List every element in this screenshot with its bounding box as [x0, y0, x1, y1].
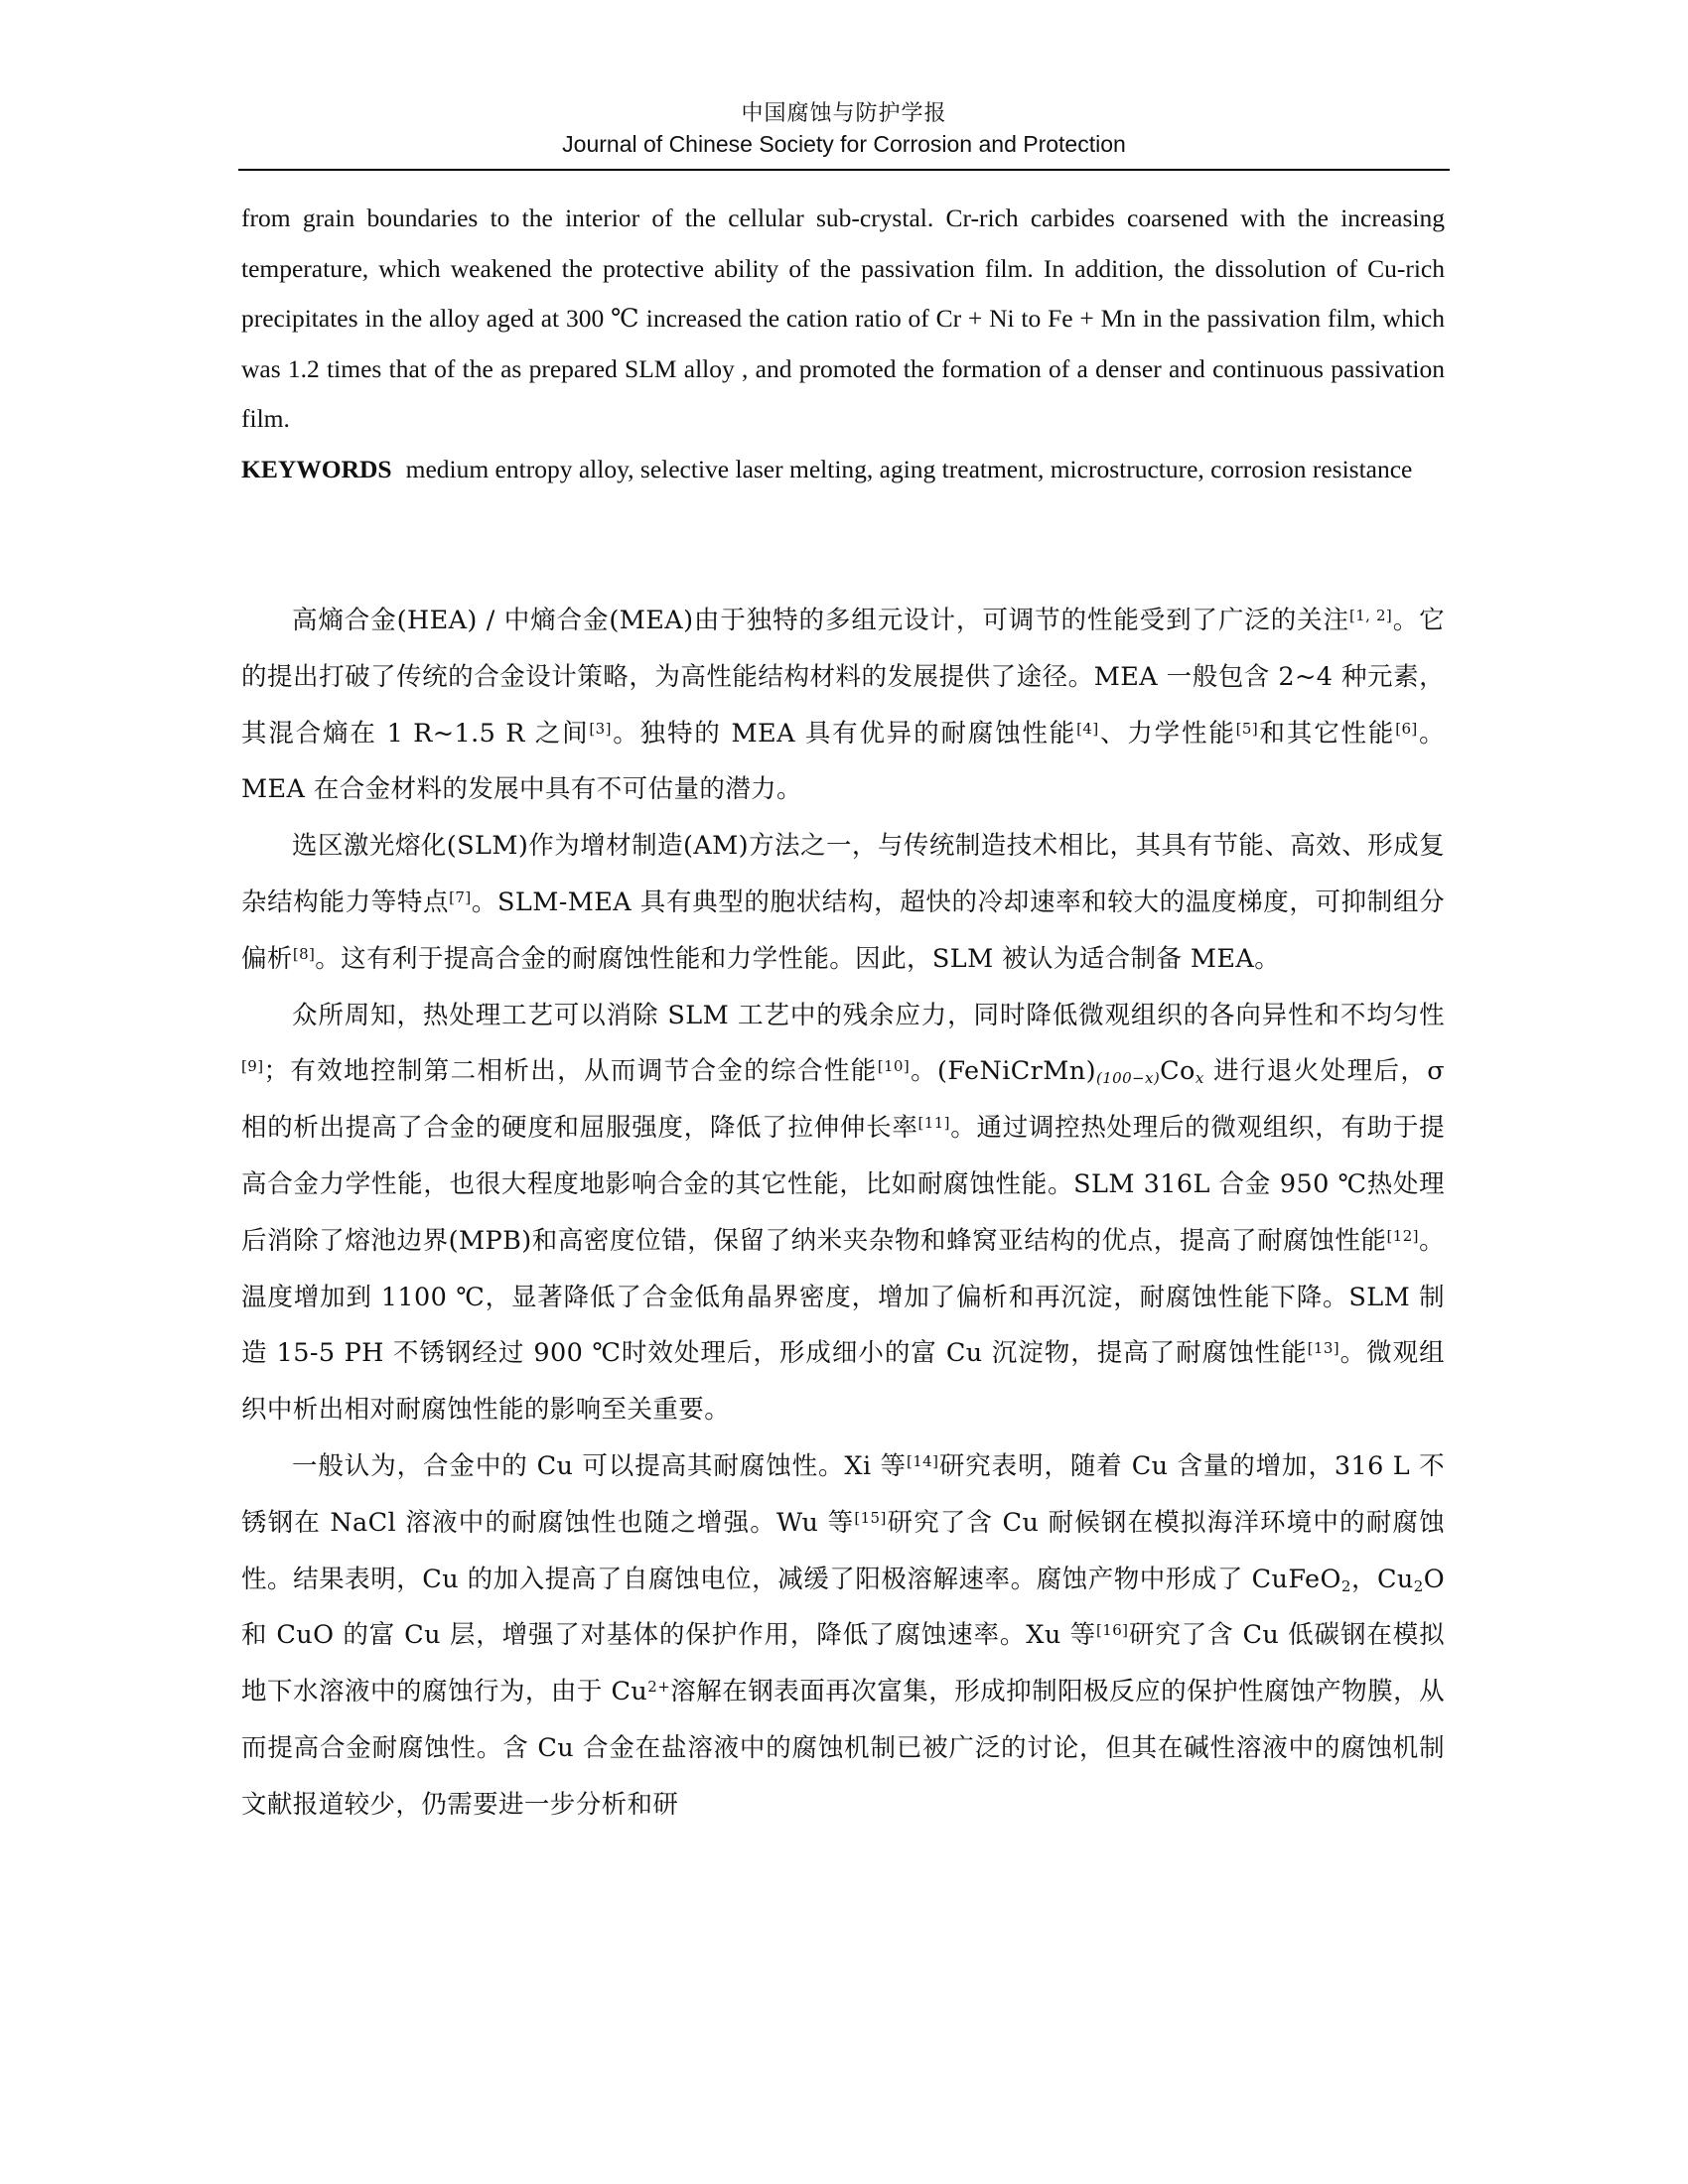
citation-ref: [10] — [877, 1057, 911, 1076]
journal-title-chinese: 中国腐蚀与防护学报 — [741, 101, 947, 126]
text-run: 众所周知，热处理工艺可以消除 SLM 工艺中的残余应力，同时降低微观组织的各向异性和不均匀性 — [292, 1000, 1445, 1030]
keywords-line — [241, 445, 1445, 495]
text-run: 溶解在钢表面再次富集，形成抑制阳极反应的保护性腐蚀产物膜，从而提高合金耐腐蚀性。含 Cu 合金在盐溶液中的腐蚀机制已被广泛的讨论，但其在碱性溶液中的腐蚀机制文献报道较少，仍需要进一步分析和研 — [241, 1677, 1445, 1820]
text-run: 一般认为，合金中的 Cu 可以提高其耐腐蚀性。Xi 等 — [292, 1450, 907, 1481]
text-run: 。微观组织中析出相对耐腐蚀性能的影响至关重要。 — [241, 1338, 1445, 1426]
keywords-text: medium entropy alloy, selective laser melting, aging treatment, microstructure, corrosion resistance — [405, 454, 1413, 483]
text-run: ，Cu — [1350, 1564, 1414, 1594]
citation-ref: [3] — [589, 719, 612, 738]
header-rule — [238, 169, 1450, 171]
citation-ref: [15] — [854, 1508, 887, 1527]
text-run: 研究了含 Cu 耐候钢在模拟海洋环境中的耐腐蚀性。结果表明，Cu 的加入提高了自腐蚀电位，减缓了阳极溶解速率。腐蚀产物中形成了 CuFeO — [241, 1507, 1445, 1594]
text-run: 选区激光熔化(SLM)作为增材制造(AM)方法之一，与传统制造技术相比，其具有节能、高效、形成复杂结构能力等特点 — [241, 831, 1445, 917]
subscript: 2 — [1413, 1576, 1424, 1595]
citation-ref: [8] — [292, 944, 316, 963]
journal-title-english: Journal of Chinese Society for Corrosion and Protection — [562, 131, 1126, 157]
citation-ref: [9] — [241, 1057, 264, 1076]
citation-ref: [13] — [1307, 1339, 1340, 1358]
text-run: 。MEA 在合金材料的发展中具有不可估量的潜力。 — [241, 718, 1446, 805]
text-run: 研究了含 Cu 低碳钢在模拟地下水溶液中的腐蚀行为，由于 Cu — [241, 1620, 1445, 1707]
superscript: 2+ — [647, 1678, 671, 1697]
paragraph-copper-effect — [241, 1438, 1445, 1834]
text-run: 。(FeNiCrMn) — [910, 1056, 1096, 1087]
text-run: 。SLM-MEA 具有典型的胞状结构，超快的冷却速率和较大的温度梯度，可抑制组分偏析 — [241, 887, 1445, 974]
subscript: 2 — [1340, 1576, 1351, 1595]
subscript: x — [1195, 1069, 1204, 1088]
text-run: 。这有利于提高合金的耐腐蚀性能和力学性能。因此，SLM 被认为适合制备 MEA。 — [315, 943, 1281, 974]
text-run: 和其它性能 — [1258, 718, 1396, 749]
text-run: 研究表明，随着 Cu 含量的增加，316 L 不锈钢在 NaCl 溶液中的耐腐蚀性也随之增强。Wu 等 — [241, 1450, 1445, 1538]
citation-ref: [5] — [1235, 719, 1259, 738]
abstract-text: from grain boundaries to the interior of the cellular sub-crystal. Cr-rich carbides coarsened with the increasing temperature, which weakened the protective ability of the passivation film. In addition, the dissolution of Cu-rich precipitates in the alloy aged at 300 ℃ increased the cation ratio of Cr + Ni to Fe + Mn in the passivation film, which was 1.2 times that of the as prepared SLM alloy , and promoted the formation of a denser and continuous passivation film. — [241, 204, 1445, 433]
citation-ref: [12] — [1386, 1226, 1419, 1245]
citation-ref: [11] — [917, 1114, 950, 1133]
citation-ref: [16] — [1096, 1621, 1129, 1640]
text-run: 进行退火处理后，σ 相的析出提高了合金的硬度和屈服强度，降低了拉伸伸长率 — [241, 1056, 1446, 1144]
citation-ref: [7] — [449, 887, 472, 906]
citation-ref: [14] — [906, 1451, 939, 1470]
text-run: 。独特的 MEA 具有优异的耐腐蚀性能 — [611, 718, 1077, 749]
abstract-section — [241, 194, 1445, 494]
citation-ref: [6] — [1395, 719, 1418, 738]
main-body — [241, 593, 1445, 1834]
text-run: 、力学性能 — [1098, 718, 1236, 749]
running-header — [238, 99, 1450, 159]
text-run: 。通过调控热处理后的微观组织，有助于提高合金力学性能，也很大程度地影响合金的其它性能，比如耐腐蚀性能。SLM 316L 合金 950 ℃热处理后消除了熔池边界(MPB)和高密度位错，保留了纳米夹杂物和蜂窝亚结构的优点，提高了耐腐蚀性能 — [241, 1113, 1445, 1256]
text-run: ；有效地控制第二相析出，从而调节合金的综合性能 — [263, 1056, 878, 1087]
text-run: O 和 CuO 的富 Cu 层，增强了对基体的保护作用，降低了腐蚀速率。Xu 等 — [241, 1564, 1445, 1651]
paragraph-slm — [241, 818, 1445, 987]
paragraph-intro-hea — [241, 593, 1445, 818]
keywords-label: KEYWORDS — [241, 454, 392, 483]
subscript: (100−x) — [1095, 1069, 1161, 1088]
text-run: Co — [1160, 1056, 1196, 1087]
text-run: 高熵合金(HEA) / 中熵合金(MEA)由于独特的多组元设计，可调节的性能受到了广泛的关注 — [292, 606, 1349, 635]
text-run: 。它的提出打破了传统的合金设计策略，为高性能结构材料的发展提供了途径。MEA 一般包含 2~4 种元素，其混合熵在 1 R~1.5 R 之间 — [241, 606, 1445, 749]
paragraph-heat-treatment — [241, 988, 1445, 1438]
citation-ref: [1, 2] — [1348, 607, 1393, 624]
citation-ref: [4] — [1076, 719, 1099, 738]
text-run: 。温度增加到 1100 ℃，显著降低了合金低角晶界密度，增加了偏析和再沉淀，耐腐蚀性能下降。SLM 制造 15-5 PH 不锈钢经过 900 ℃时效处理后，形成细小的富 Cu 沉淀物，提高了耐腐蚀性能 — [241, 1225, 1445, 1369]
